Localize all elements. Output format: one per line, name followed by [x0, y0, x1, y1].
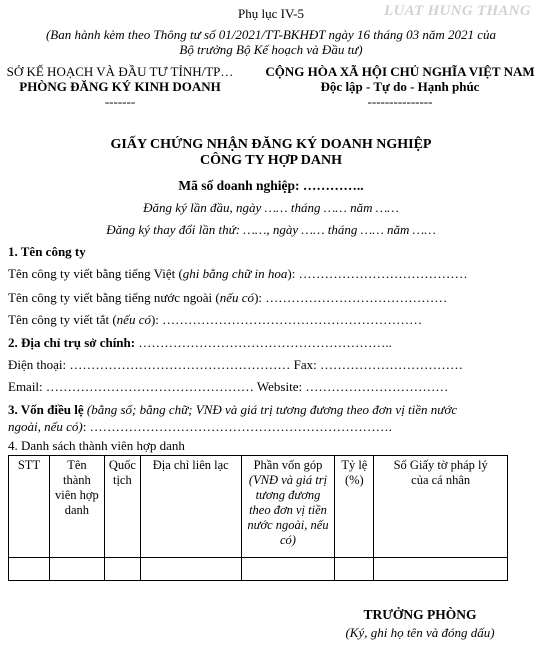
document-title [0, 137, 542, 169]
head-office-address: 2. Địa chỉ trụ sở chính: ………………………………………………….. [8, 335, 392, 350]
company-name-vietnamese: Tên công ty viết bằng tiếng Việt (ghi bằng chữ in hoa): ………………………………… [8, 266, 468, 281]
col-legal-document: Số Giấy tờ pháp lý của cá nhân [374, 456, 508, 558]
col-nationality: Quốc tịch [104, 456, 140, 558]
col-capital-contribution: Phần vốn góp (VNĐ và giá trị tương đương theo đơn vị tiền nước ngoài, nếu có) [241, 456, 335, 558]
issuance-note [0, 27, 542, 57]
table-cell [9, 558, 50, 581]
table-row [9, 558, 508, 581]
email-website-line: Email: ………………………………………… Website: …………………………… [8, 379, 449, 394]
table-header-row [9, 456, 508, 558]
watermark: LUAT HUNG THANG [384, 3, 531, 19]
table-cell [104, 558, 140, 581]
table-cell [241, 558, 335, 581]
appendix-label: Phụ lục IV-5 [238, 6, 304, 21]
table-cell [140, 558, 241, 581]
table-cell [335, 558, 374, 581]
col-member-name: Tên thành viên hợp danh [49, 456, 104, 558]
issuance-line-2: Bộ trưởng Bộ Kế hoạch và Đầu tư) [179, 42, 363, 57]
title-line-1: GIẤY CHỨNG NHẬN ĐĂNG KÝ DOANH NGHIỆP [110, 137, 432, 152]
section1-heading: 1. Tên công ty [8, 244, 86, 259]
department-name: SỞ KẾ HOẠCH VÀ ĐẦU TƯ TỈNH/TP… [6, 64, 234, 79]
table-cell [374, 558, 508, 581]
first-registration: Đăng ký lần đầu, ngày …… tháng …… năm …… [143, 200, 399, 215]
issuance-line-1: (Ban hành kèm theo Thông tư số 01/2021/TT-BKHĐT ngày 16 tháng 03 năm 2021 của [45, 27, 497, 42]
charter-capital: 3. Vốn điều lệ (bằng số; bằng chữ; VNĐ và giá trị tương đương theo đơn vị tiền nước [8, 402, 458, 417]
signature-title: TRƯỞNG PHÒNG [363, 607, 477, 622]
col-stt: STT [9, 456, 50, 558]
enterprise-code: Mã số doanh nghiệp: ………….. [178, 178, 364, 193]
office-name: PHÒNG ĐĂNG KÝ KINH DOANH [19, 79, 221, 94]
col-ratio: Tỷ lệ (%) [335, 456, 374, 558]
national-motto: Độc lập - Tự do - Hạnh phúc [320, 79, 480, 94]
section4-heading: 4. Danh sách thành viên hợp danh [8, 438, 185, 453]
col-contact-address: Địa chỉ liên lạc [140, 456, 241, 558]
title-line-2: CÔNG TY HỢP DANH [200, 153, 342, 168]
company-name-short: Tên công ty viết tắt (nếu có): …………………………………………………… [8, 312, 423, 327]
signature-note: (Ký, ghi họ tên và đóng dấu) [345, 625, 495, 640]
company-name-foreign: Tên công ty viết bằng tiếng nước ngoài (nếu có): …………………………………… [8, 290, 448, 305]
national-name: CỘNG HÒA XÃ HỘI CHỦ NGHĨA VIỆT NAM [265, 64, 535, 79]
charter-capital-continued: ngoài, nếu có): ……………………………………………………………. [8, 419, 392, 434]
phone-fax-line: Điện thoại: …………………………………………… Fax: …………………………… [8, 357, 463, 372]
change-registration: Đăng ký thay đổi lần thứ: ……, ngày …… tháng …… năm …… [106, 222, 436, 237]
header-right [258, 64, 542, 109]
header-right-divider: --------------- [367, 94, 433, 109]
header-left-divider: ------- [104, 94, 136, 109]
partners-table [8, 455, 508, 581]
header-left [0, 64, 240, 109]
table-cell [49, 558, 104, 581]
